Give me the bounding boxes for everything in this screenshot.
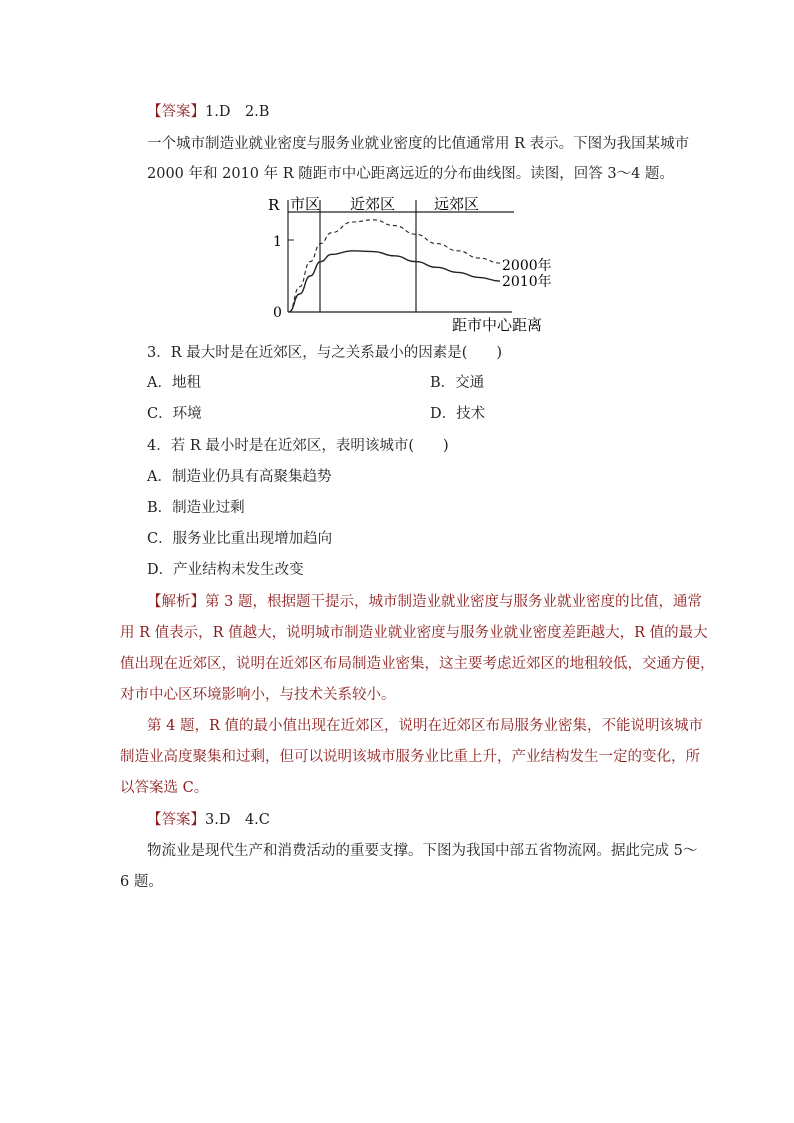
analysis-line-1 bbox=[147, 592, 702, 612]
zone-label-far: 远郊区 bbox=[434, 195, 480, 213]
r-distance-chart bbox=[262, 192, 562, 334]
analysis-line-7: 以答案选 C。 bbox=[120, 780, 209, 796]
q4-option-b: B．制造业过剩 bbox=[147, 500, 245, 516]
intro-line-1: 一个城市制造业就业密度与服务业就业密度的比值通常用 R 表示。下图为我国某城市 bbox=[147, 136, 690, 152]
q4-option-d: D．产业结构未发生改变 bbox=[147, 562, 304, 578]
analysis-line-5: 第 4 题，R 值的最小值出现在近郊区，说明在近郊区布局服务业密集，不能说明该城市 bbox=[147, 718, 703, 734]
series-line-2010 bbox=[289, 251, 500, 312]
legend-2010: 2010年 bbox=[502, 274, 552, 290]
analysis-line-4: 对市中心区环境影响小，与技术关系较小。 bbox=[120, 687, 396, 703]
q3-stem: 3．R 最大时是在近郊区，与之关系最小的因素是( ) bbox=[147, 345, 503, 361]
answer-label: 【答案】 bbox=[147, 104, 205, 120]
answer-line-1 bbox=[147, 102, 269, 122]
q4-option-c: C．服务业比重出现增加趋向 bbox=[147, 531, 333, 547]
y-axis-label: R bbox=[268, 196, 280, 214]
q4-option-a: A．制造业仍具有高聚集趋势 bbox=[147, 469, 332, 485]
q3-option-d: D．技术 bbox=[430, 406, 486, 422]
x-axis-label: 距市中心距离 bbox=[452, 316, 543, 334]
y-tick-label-0: 0 bbox=[273, 305, 282, 321]
analysis-line-3: 值出现在近郊区，说明在近郊区布局制造业密集，这主要考虑近郊区的地租较低，交通方便， bbox=[120, 656, 715, 672]
legend-2000: 2000年 bbox=[502, 258, 552, 274]
q3-option-b: B．交通 bbox=[430, 375, 485, 391]
intro2-line-1: 物流业是现代生产和消费活动的重要支撑。下图为我国中部五省物流网。据此完成 5～ bbox=[147, 843, 698, 859]
answer-text: 1.D 2.B bbox=[205, 104, 270, 120]
analysis-text-1: 第 3 题，根据题干提示，城市制造业就业密度与服务业就业密度的比值，通常 bbox=[205, 594, 702, 610]
answer-line-2 bbox=[147, 810, 270, 830]
series-line-2000 bbox=[289, 220, 500, 312]
zone-label-near: 近郊区 bbox=[350, 195, 396, 213]
intro2-line-2: 6 题。 bbox=[120, 874, 163, 890]
q3-option-c: C．环境 bbox=[147, 406, 202, 422]
zone-label-city: 市区 bbox=[290, 195, 321, 213]
intro-line-2: 2000 年和 2010 年 R 随距市中心距离远近的分布曲线图。读图，回答 3～4 题。 bbox=[147, 166, 674, 182]
analysis-label: 【解析】 bbox=[147, 594, 205, 610]
answer-label-2: 【答案】 bbox=[147, 812, 205, 828]
answer-text-2: 3.D 4.C bbox=[205, 812, 270, 828]
analysis-line-2: 用 R 值表示，R 值越大，说明城市制造业就业密度与服务业就业密度差距越大，R 值的最大 bbox=[120, 625, 708, 641]
analysis-line-6: 制造业高度聚集和过剩，但可以说明该城市服务业比重上升，产业结构发生一定的变化，所 bbox=[120, 749, 700, 765]
q3-option-a: A．地租 bbox=[147, 375, 201, 391]
q4-stem: 4．若 R 最小时是在近郊区，表明该城市( ) bbox=[147, 438, 449, 454]
y-tick-label-1: 1 bbox=[273, 234, 282, 250]
